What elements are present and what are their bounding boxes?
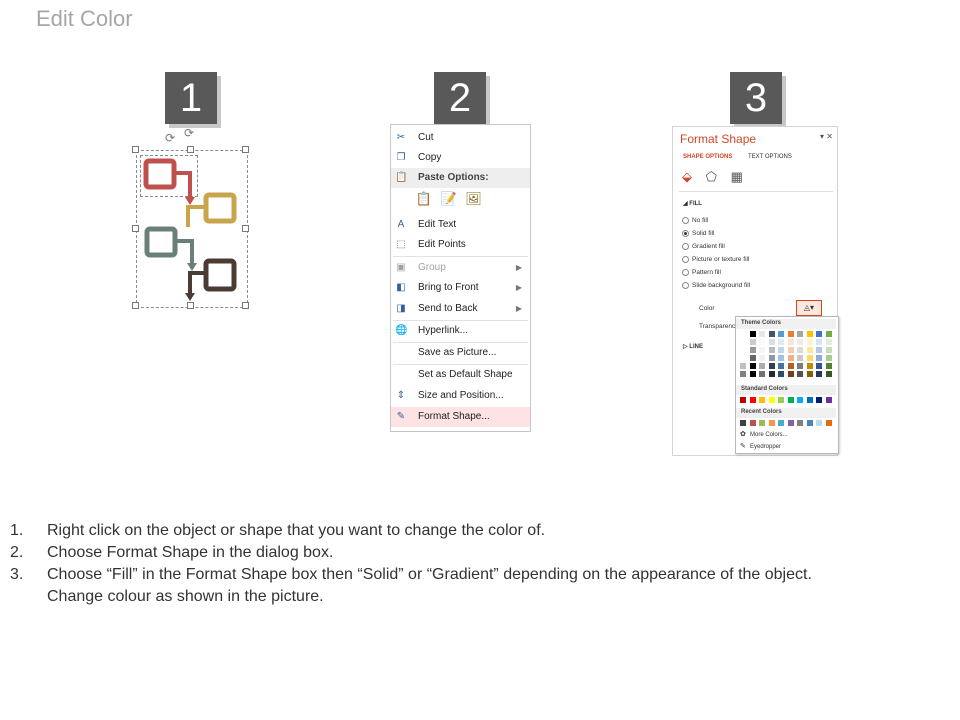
menu-item-label: Format Shape...: [418, 411, 490, 422]
standard-color-swatch[interactable]: [788, 397, 794, 403]
menu-item-save-as-picture[interactable]: [391, 343, 530, 363]
theme-color-swatch[interactable]: [826, 355, 832, 361]
menu-item-label: Set as Default Shape: [418, 369, 513, 380]
menu-item-label: Edit Points: [418, 239, 466, 250]
tab-text-options[interactable]: TEXT OPTIONS: [748, 154, 792, 160]
paste-variants-row: [415, 191, 483, 209]
group-icon: ▣: [396, 262, 406, 273]
recent-color-swatch[interactable]: [769, 420, 775, 426]
scissors-icon: ✂: [396, 132, 406, 143]
radio-button-selected[interactable]: [682, 230, 689, 237]
bring-front-icon: ◧: [396, 282, 406, 293]
format-shape-icon: ✎: [396, 411, 406, 422]
fill-option-no-fill[interactable]: [692, 217, 708, 224]
theme-color-swatch[interactable]: [759, 363, 765, 369]
theme-color-swatch[interactable]: [740, 371, 746, 377]
theme-color-swatch[interactable]: [769, 371, 775, 377]
theme-color-swatch[interactable]: [750, 355, 756, 361]
theme-color-swatch[interactable]: [826, 363, 832, 369]
theme-color-swatch[interactable]: [769, 355, 775, 361]
effects-icon[interactable]: ⬠: [705, 169, 717, 184]
theme-color-swatch[interactable]: [816, 339, 822, 345]
standard-color-swatch[interactable]: [797, 397, 803, 403]
radio-button[interactable]: [682, 269, 689, 276]
paste-icon: 📋: [395, 172, 408, 183]
menu-item-label: Group: [418, 262, 446, 273]
instruction-2: [10, 542, 950, 564]
menu-item-label: Hyperlink...: [418, 325, 469, 336]
theme-color-swatch[interactable]: [759, 371, 765, 377]
menu-item-label: Paste Options:: [418, 172, 489, 183]
tab-shape-options[interactable]: SHAPE OPTIONS: [683, 154, 733, 160]
pane-dropdown-icon[interactable]: ▾: [820, 132, 825, 141]
menu-item-label: Send to Back: [418, 303, 478, 314]
theme-color-swatch[interactable]: [826, 371, 832, 377]
fill-option-picture-fill[interactable]: [692, 256, 749, 263]
recent-color-swatch[interactable]: [759, 420, 765, 426]
arrow-shapes[interactable]: [140, 155, 250, 305]
theme-color-swatch[interactable]: [797, 331, 803, 337]
more-colors-link[interactable]: More Colors...: [750, 432, 788, 438]
recent-color-swatch[interactable]: [826, 420, 832, 426]
recent-color-swatch[interactable]: [788, 420, 794, 426]
theme-color-swatch[interactable]: [788, 331, 794, 337]
theme-color-swatch[interactable]: [788, 363, 794, 369]
theme-color-swatch[interactable]: [788, 371, 794, 377]
fill-section-header[interactable]: ◢ FILL: [683, 201, 702, 207]
paint-bucket-icon: ◬▾: [803, 303, 815, 312]
menu-item-label: Save as Picture...: [418, 347, 497, 358]
menu-item-copy[interactable]: [391, 148, 530, 168]
instruction-number: 1.: [10, 522, 24, 539]
radio-button[interactable]: [682, 282, 689, 289]
theme-color-swatch[interactable]: [826, 339, 832, 345]
step-badge-1: 1: [165, 72, 217, 124]
recent-colors-label: Recent Colors: [741, 409, 782, 415]
resize-handle[interactable]: [132, 146, 139, 153]
menu-item-edit-points[interactable]: [391, 235, 530, 255]
theme-color-swatch[interactable]: [759, 355, 765, 361]
theme-color-swatch[interactable]: [759, 339, 765, 345]
copy-icon: ❐: [396, 152, 406, 163]
pane-controls: [820, 132, 833, 141]
theme-color-swatch[interactable]: [740, 363, 746, 369]
instruction-text: Choose Format Shape in the dialog box.: [47, 544, 334, 561]
menu-item-group[interactable]: [391, 258, 530, 278]
recent-color-swatch[interactable]: [778, 420, 784, 426]
theme-color-swatch[interactable]: [807, 355, 813, 361]
color-palette-dropdown: [735, 316, 839, 454]
theme-color-swatch[interactable]: [788, 355, 794, 361]
standard-colors-label: Standard Colors: [741, 386, 788, 392]
hyperlink-icon: 🌐: [395, 325, 408, 336]
theme-color-swatch[interactable]: [778, 363, 784, 369]
color-label: Color: [699, 305, 715, 312]
paste-destination-icon[interactable]: 📝: [440, 191, 457, 206]
recent-color-swatch[interactable]: [740, 420, 746, 426]
theme-color-swatch[interactable]: [797, 371, 803, 377]
theme-color-swatch[interactable]: [816, 355, 822, 361]
rotate-handle-icon[interactable]: ⟳: [165, 131, 176, 145]
theme-color-swatch[interactable]: [750, 331, 756, 337]
theme-colors-label: Theme Colors: [741, 320, 782, 326]
standard-color-swatch[interactable]: [778, 397, 784, 403]
recent-color-swatch[interactable]: [807, 420, 813, 426]
theme-color-swatch[interactable]: [788, 339, 794, 345]
menu-item-send-to-back[interactable]: [391, 299, 530, 319]
standard-color-swatch[interactable]: [816, 397, 822, 403]
standard-color-swatch[interactable]: [807, 397, 813, 403]
resize-handle[interactable]: [187, 146, 194, 153]
theme-color-swatch[interactable]: [750, 363, 756, 369]
submenu-arrow-icon: ▶: [515, 283, 522, 292]
fill-option-slide-background-fill[interactable]: [692, 282, 750, 289]
instruction-3-continued: [10, 586, 950, 608]
menu-item-format-shape[interactable]: [391, 407, 530, 427]
theme-color-swatch[interactable]: [816, 331, 822, 337]
fill-option-pattern-fill[interactable]: [692, 269, 721, 276]
theme-color-swatch[interactable]: [769, 331, 775, 337]
menu-item-cut[interactable]: [391, 128, 530, 148]
fill-option-solid-fill[interactable]: [692, 230, 714, 237]
theme-color-swatch[interactable]: [740, 331, 746, 337]
paste-picture-icon[interactable]: 🖼: [465, 191, 482, 206]
menu-item-set-default-shape[interactable]: [391, 365, 530, 385]
standard-color-swatch[interactable]: [740, 397, 746, 403]
fill-option-gradient-fill[interactable]: [692, 243, 725, 250]
theme-color-swatch[interactable]: [807, 339, 813, 345]
pane-title: Format Shape: [680, 132, 757, 146]
instruction-number: 2.: [10, 544, 24, 561]
theme-color-swatch[interactable]: [759, 347, 765, 353]
theme-color-swatch[interactable]: [778, 347, 784, 353]
submenu-arrow-icon: ▶: [515, 263, 522, 272]
edit-points-icon: ⬚: [396, 239, 406, 250]
theme-color-swatch[interactable]: [797, 355, 803, 361]
theme-color-swatch[interactable]: [797, 339, 803, 345]
option-label: Pattern fill: [692, 269, 721, 276]
theme-color-swatch[interactable]: [788, 347, 794, 353]
menu-header-paste-options: [391, 168, 530, 188]
edit-text-icon: A: [397, 219, 405, 230]
theme-color-swatch[interactable]: [797, 347, 803, 353]
eyedropper-icon: ✎: [740, 443, 746, 450]
theme-color-swatch[interactable]: [740, 339, 746, 345]
theme-color-swatch[interactable]: [778, 371, 784, 377]
theme-color-swatch[interactable]: [816, 347, 822, 353]
theme-color-swatch[interactable]: [769, 347, 775, 353]
transparency-label: Transparenc: [699, 323, 736, 330]
recent-color-swatch[interactable]: [797, 420, 803, 426]
theme-color-swatch[interactable]: [740, 347, 746, 353]
instructions-list: [10, 520, 950, 608]
theme-color-swatch[interactable]: [778, 331, 784, 337]
theme-color-swatch[interactable]: [807, 347, 813, 353]
context-menu: [390, 124, 531, 432]
option-label: Solid fill: [692, 230, 715, 237]
instruction-3: [10, 564, 950, 586]
theme-color-swatch[interactable]: [816, 363, 822, 369]
line-section-header[interactable]: ▷ LINE: [683, 344, 703, 350]
step-badge-3: 3: [730, 72, 782, 124]
close-icon[interactable]: ✕: [826, 132, 833, 141]
menu-item-bring-to-front[interactable]: [391, 278, 530, 298]
menu-item-hyperlink[interactable]: [391, 321, 530, 341]
fill-section-label: FILL: [689, 201, 702, 207]
recent-color-swatch[interactable]: [816, 420, 822, 426]
theme-color-swatch[interactable]: [807, 331, 813, 337]
theme-color-swatch[interactable]: [826, 347, 832, 353]
theme-color-swatch[interactable]: [778, 339, 784, 345]
submenu-arrow-icon: ▶: [515, 304, 522, 313]
paste-keep-formatting-icon[interactable]: 📋: [415, 191, 433, 206]
instruction-text: Change colour as shown in the picture.: [47, 588, 324, 605]
instruction-text: Choose “Fill” in the Format Shape box then “Solid” or “Gradient” depending on the appearance of the object.: [47, 566, 812, 583]
menu-item-edit-text[interactable]: [391, 215, 530, 235]
menu-item-size-position[interactable]: [391, 386, 530, 406]
option-label: No fill: [692, 217, 709, 224]
menu-item-label: Edit Text: [418, 219, 457, 230]
size-position-icon: ⇕: [396, 390, 406, 401]
theme-color-swatch[interactable]: [750, 371, 756, 377]
divider: [679, 191, 833, 192]
theme-color-swatch[interactable]: [807, 363, 813, 369]
option-label: Picture or texture fill: [692, 256, 750, 263]
theme-color-swatch[interactable]: [778, 355, 784, 361]
send-back-icon: ◨: [396, 303, 406, 314]
standard-color-swatch[interactable]: [769, 397, 775, 403]
menu-item-label: Copy: [418, 152, 442, 163]
option-label: Slide background fill: [692, 282, 751, 289]
resize-handle[interactable]: [132, 302, 139, 309]
slide-title: Edit Color: [36, 6, 133, 31]
theme-color-swatch[interactable]: [759, 331, 765, 337]
theme-color-swatch[interactable]: [750, 339, 756, 345]
line-section-label: LINE: [689, 344, 703, 350]
menu-item-label: Size and Position...: [418, 390, 504, 401]
standard-color-swatch[interactable]: [826, 397, 832, 403]
standard-color-swatch[interactable]: [759, 397, 765, 403]
theme-color-swatch[interactable]: [816, 371, 822, 377]
resize-handle[interactable]: [242, 146, 249, 153]
rotate-handle-icon[interactable]: ⟳: [184, 126, 195, 140]
theme-color-swatch[interactable]: [826, 331, 832, 337]
eyedropper-link[interactable]: Eyedropper: [750, 444, 782, 450]
instruction-text: Right click on the object or shape that you want to change the color of.: [47, 522, 546, 539]
theme-color-swatch[interactable]: [807, 371, 813, 377]
theme-color-swatch[interactable]: [797, 363, 803, 369]
menu-separator: [393, 256, 528, 257]
instruction-number: 3.: [10, 566, 24, 583]
theme-color-swatch[interactable]: [769, 339, 775, 345]
recent-color-swatch[interactable]: [750, 420, 756, 426]
step-badge-2: 2: [434, 72, 486, 124]
radio-button[interactable]: [682, 243, 689, 250]
menu-item-label: Cut: [418, 132, 434, 143]
radio-button[interactable]: [682, 256, 689, 263]
radio-button[interactable]: [682, 217, 689, 224]
fill-line-icon[interactable]: ⬙: [682, 169, 692, 184]
instruction-1: [10, 520, 950, 542]
theme-color-swatch[interactable]: [769, 363, 775, 369]
color-wheel-icon: ✿: [740, 431, 746, 438]
option-label: Gradient fill: [692, 243, 725, 250]
menu-item-label: Bring to Front: [418, 282, 479, 293]
theme-color-swatch[interactable]: [740, 355, 746, 361]
color-picker-button[interactable]: [796, 300, 822, 316]
resize-handle[interactable]: [132, 225, 139, 232]
pane-icon-row: [682, 169, 753, 185]
size-properties-icon[interactable]: ▦: [730, 169, 743, 184]
theme-color-swatch[interactable]: [750, 347, 756, 353]
standard-color-swatch[interactable]: [750, 397, 756, 403]
